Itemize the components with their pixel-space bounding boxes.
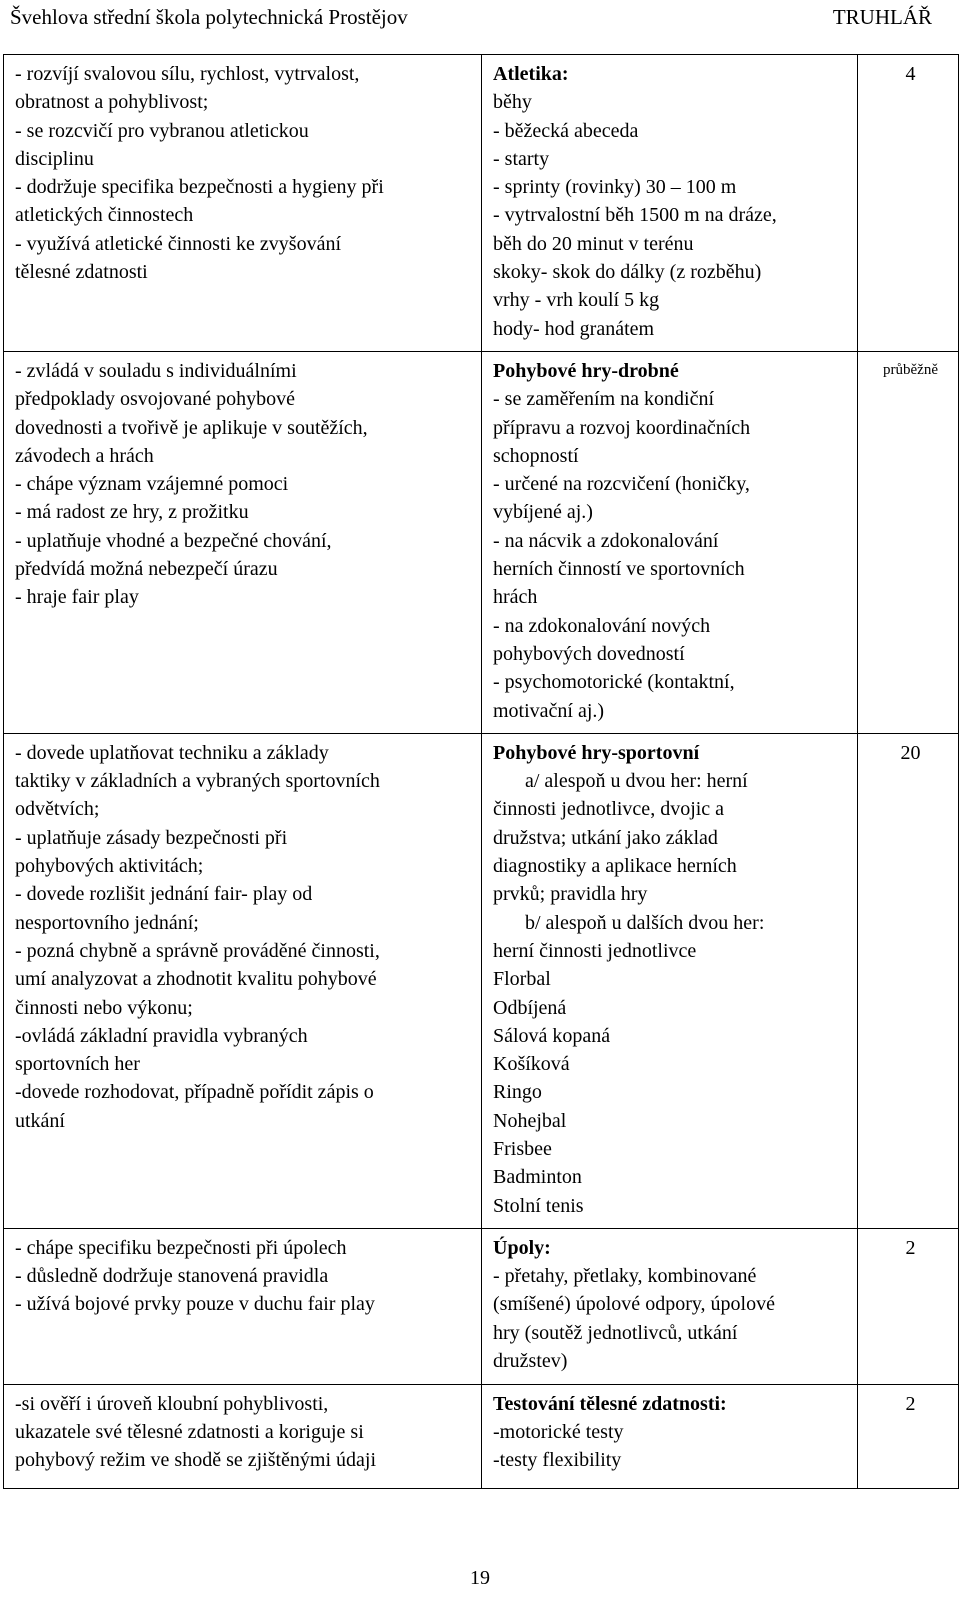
text-line: -dovede rozhodovat, případně pořídit zápis o: [15, 1081, 374, 1104]
text-line: - psychomotorické (kontaktní,: [493, 671, 735, 694]
content-title: Atletika:: [493, 63, 569, 85]
text-line: sportovních her: [15, 1053, 140, 1076]
text-line: - přetahy, přetlaky, kombinované: [493, 1265, 757, 1288]
text-line: činnosti nebo výkonu;: [15, 996, 193, 1019]
text-line: herních činností ve sportovních: [493, 558, 745, 581]
text-line: pohybových dovedností: [493, 642, 685, 665]
content-cell: [482, 351, 858, 733]
text-line: tělesné zdatnosti: [15, 261, 148, 284]
curriculum-table: [3, 54, 959, 1489]
content-cell: [482, 1228, 858, 1384]
hours-cell: [858, 1384, 959, 1488]
text-line: Ringo: [493, 1081, 542, 1104]
content-cell: [482, 55, 858, 352]
learning-outcomes-cell: [4, 733, 482, 1228]
text-line: Odbíjená: [493, 996, 567, 1019]
text-line: - uplatňuje zásady bezpečnosti při: [15, 826, 288, 849]
table-row: [4, 55, 959, 352]
text-line: pohybový režim ve shodě se zjištěnými údaji: [15, 1449, 377, 1472]
text-line: - chápe význam vzájemné pomoci: [15, 473, 289, 496]
hours-value: 2: [905, 1392, 916, 1415]
text-line: - se rozcvičí pro vybranou atletickou: [15, 119, 309, 142]
text-line: předvídá možná nebezpečí úrazu: [15, 558, 278, 581]
text-line: nesportovního jednání;: [15, 911, 199, 934]
content-title: Úpoly:: [493, 1236, 551, 1259]
text-line: - uplatňuje vhodné a bezpečné chování,: [15, 529, 332, 552]
table-row: [4, 1384, 959, 1488]
text-line: - zvládá v souladu s individuálními: [15, 359, 297, 382]
text-line: motivační aj.): [493, 699, 605, 722]
content-cell: [482, 733, 858, 1228]
text-line: předpoklady osvojované pohybové: [15, 388, 295, 411]
text-line: závodech a hrách: [15, 444, 154, 467]
text-line: běhy: [493, 91, 532, 114]
text-line: družstva; utkání jako základ: [493, 826, 718, 849]
text-line: disciplinu: [15, 147, 94, 170]
text-line: ukazatele své tělesné zdatnosti a koriguje si: [15, 1421, 364, 1444]
text-line: schopností: [493, 444, 579, 467]
text-line: umí analyzovat a zhodnotit kvalitu pohybové: [15, 968, 377, 991]
content-cell: [482, 1384, 858, 1488]
text-line: - rozvíjí svalovou sílu, rychlost, vytrvalost,: [15, 63, 360, 85]
text-line: - na zdokonalování nových: [493, 614, 711, 637]
text-line: - na nácvik a zdokonalování: [493, 529, 719, 552]
text-line: - chápe specifiku bezpečnosti při úpolech: [15, 1236, 347, 1259]
text-line: a/ alespoň u dvou her: herní: [525, 770, 748, 793]
text-line: -ovládá základní pravidla vybraných: [15, 1024, 308, 1047]
text-line: - dovede rozlišit jednání fair- play od: [15, 883, 313, 906]
text-line: - má radost ze hry, z prožitku: [15, 501, 249, 524]
text-line: obratnost a pohyblivost;: [15, 91, 209, 114]
page-header: [0, 0, 960, 34]
hours-value: průběžně: [883, 361, 938, 378]
table-row: [4, 351, 959, 733]
text-line: činnosti jednotlivce, dvojic a: [493, 798, 725, 821]
page-number: 19: [470, 1567, 490, 1589]
text-line: Stolní tenis: [493, 1194, 584, 1217]
hours-cell: [858, 1228, 959, 1384]
content-title: Pohybové hry-sportovní: [493, 741, 700, 764]
text-line: Badminton: [493, 1166, 582, 1189]
hours-value: 4: [905, 63, 916, 85]
text-line: Sálová kopaná: [493, 1024, 611, 1047]
text-line: -testy flexibility: [493, 1449, 622, 1472]
text-line: diagnostiky a aplikace herních: [493, 855, 737, 878]
text-line: hrách: [493, 586, 538, 609]
text-line: -motorické testy: [493, 1421, 624, 1444]
text-line: vybíjené aj.): [493, 501, 593, 524]
text-line: prvků; pravidla hry: [493, 883, 648, 906]
text-line: družstev): [493, 1350, 568, 1373]
text-line: pohybových aktivitách;: [15, 855, 204, 878]
text-line: odvětvích;: [15, 798, 100, 821]
text-line: utkání: [15, 1109, 65, 1132]
school-name: Švehlova střední škola polytechnická Prostějov: [10, 5, 408, 29]
text-line: -si ověří i úroveň kloubní pohyblivosti,: [15, 1392, 329, 1415]
text-line: - běžecká abeceda: [493, 119, 639, 142]
text-line: běh do 20 minut v terénu: [493, 232, 694, 255]
learning-outcomes-cell: [4, 1384, 482, 1488]
learning-outcomes-cell: [4, 351, 482, 733]
text-line: Nohejbal: [493, 1109, 567, 1132]
text-line: b/ alespoň u dalších dvou her:: [525, 911, 765, 934]
text-line: - dovede uplatňovat techniku a základy: [15, 741, 329, 764]
table-row: [4, 733, 959, 1228]
text-line: Florbal: [493, 968, 551, 991]
text-line: - se zaměřením na kondiční: [493, 388, 715, 411]
text-line: hody- hod granátem: [493, 317, 655, 340]
text-line: taktiky v základních a vybraných sportovních: [15, 770, 380, 793]
text-line: Frisbee: [493, 1137, 552, 1160]
content-title: Testování tělesné zdatnosti:: [493, 1392, 727, 1415]
learning-outcomes-cell: [4, 1228, 482, 1384]
text-line: dovednosti a tvořivě je aplikuje v soutěžích,: [15, 416, 368, 439]
text-line: - využívá atletické činnosti ke zvyšování: [15, 232, 342, 255]
text-line: - vytrvalostní běh 1500 m na dráze,: [493, 204, 777, 227]
text-line: - hraje fair play: [15, 586, 139, 609]
text-line: herní činnosti jednotlivce: [493, 939, 697, 962]
text-line: přípravu a rozvoj koordinačních: [493, 416, 751, 439]
hours-value: 2: [905, 1236, 916, 1259]
program-code: TRUHLÁŘ: [832, 5, 932, 29]
text-line: (smíšené) úpolové odpory, úpolové: [493, 1293, 775, 1316]
hours-cell: [858, 733, 959, 1228]
text-line: atletických činnostech: [15, 204, 194, 227]
text-line: Košíková: [493, 1053, 570, 1076]
content-title: Pohybové hry-drobné: [493, 359, 679, 382]
table-row: [4, 1228, 959, 1384]
text-line: - důsledně dodržuje stanovená pravidla: [15, 1265, 329, 1288]
text-line: - dodržuje specifika bezpečnosti a hygieny při: [15, 176, 384, 199]
hours-cell: [858, 351, 959, 733]
text-line: - starty: [493, 147, 550, 170]
text-line: skoky- skok do dálky (z rozběhu): [493, 261, 762, 284]
text-line: hry (soutěž jednotlivců, utkání: [493, 1321, 738, 1344]
text-line: - pozná chybně a správně prováděné činnosti,: [15, 939, 380, 962]
text-line: vrhy - vrh koulí 5 kg: [493, 289, 660, 312]
hours-value: 20: [900, 741, 921, 764]
hours-cell: [858, 55, 959, 352]
text-line: - sprinty (rovinky) 30 – 100 m: [493, 176, 737, 199]
text-line: - určené na rozcvičení (honičky,: [493, 473, 750, 496]
learning-outcomes-cell: [4, 55, 482, 352]
text-line: - užívá bojové prvky pouze v duchu fair play: [15, 1293, 375, 1316]
